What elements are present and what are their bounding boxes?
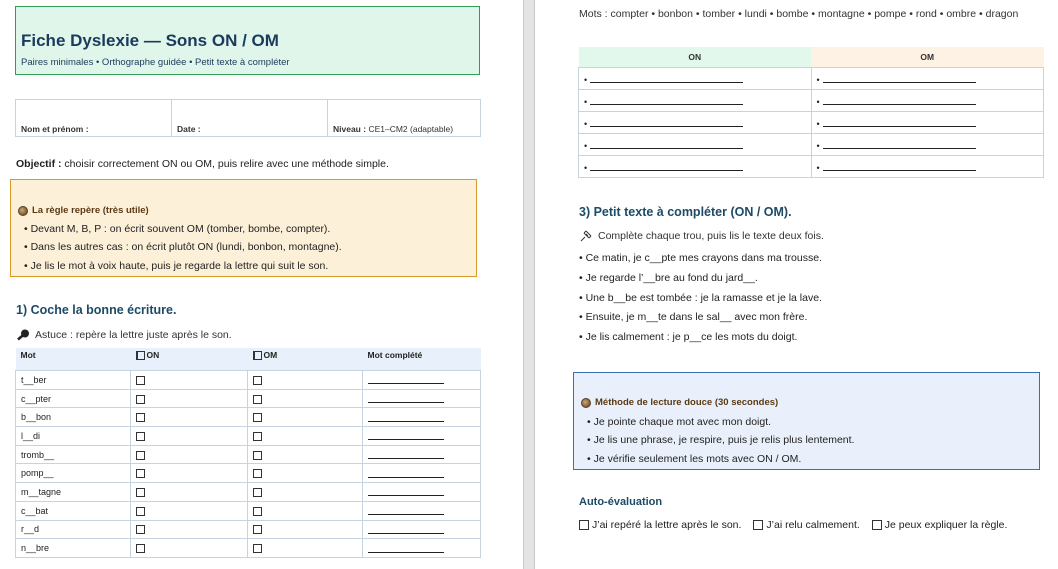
date-field[interactable]: Date : — [172, 100, 328, 137]
on-blank[interactable]: • — [579, 134, 812, 156]
om-checkbox[interactable] — [253, 376, 262, 385]
word-list: Mots : compter • bonbon • tomber • lundi • bombe • montagne • pompe • rond • ombre • dragon — [579, 8, 1019, 20]
table-row — [16, 539, 481, 558]
self-eval-item[interactable]: J’ai relu calmement. — [753, 519, 859, 531]
coin-icon — [18, 206, 28, 216]
magnifier-icon — [17, 329, 30, 341]
on-blank[interactable]: • — [579, 90, 812, 112]
col-om: OM — [248, 348, 363, 371]
answer-blank[interactable] — [368, 542, 444, 553]
section-3-tip: Complète chaque trou, puis lis le texte deux fois. — [580, 230, 824, 242]
on-blank[interactable]: • — [579, 68, 812, 90]
word-cell: pomp__ — [16, 464, 131, 483]
table-row — [579, 134, 1044, 156]
section-1-tip: Astuce : repère la lettre juste après le son. — [17, 329, 232, 341]
method-box — [573, 372, 1040, 470]
on-checkbox[interactable] — [136, 395, 145, 404]
name-field[interactable]: Nom et prénom : — [16, 100, 172, 137]
answer-blank[interactable] — [368, 485, 444, 496]
table-row — [16, 389, 481, 408]
method-item: • Je vérifie seulement les mots avec ON / OM. — [587, 453, 802, 465]
page-2 — [535, 0, 1058, 569]
on-checkbox[interactable] — [136, 507, 145, 516]
rule-box-title: La règle repère (très utile) — [18, 205, 149, 216]
self-eval-item[interactable]: Je peux expliquer la règle. — [872, 519, 1008, 531]
table-row — [16, 464, 481, 483]
om-checkbox[interactable] — [253, 469, 262, 478]
on-blank[interactable]: • — [579, 156, 812, 178]
checkbox-icon[interactable] — [872, 520, 882, 530]
table-row — [16, 427, 481, 446]
word-cell: c__bat — [16, 501, 131, 520]
self-eval-item[interactable]: J’ai repéré la lettre après le son. — [579, 519, 741, 531]
fill-sentence: • Ensuite, je m__te dans le sal__ avec mon frère. — [579, 311, 808, 323]
answer-blank[interactable] — [368, 467, 444, 478]
om-blank[interactable]: • — [811, 68, 1044, 90]
table-row — [16, 483, 481, 502]
table-row — [579, 156, 1044, 178]
on-checkbox[interactable] — [136, 469, 145, 478]
word-cell: t__ber — [16, 371, 131, 390]
page-gutter — [523, 0, 535, 569]
fill-sentence: • Je lis calmement : je p__ce les mots du doigt. — [579, 331, 798, 343]
section-1-title: 1) Coche la bonne écriture. — [16, 303, 177, 317]
answer-blank[interactable] — [368, 392, 444, 403]
method-item: • Je pointe chaque mot avec mon doigt. — [587, 416, 772, 428]
level-value: CE1–CM2 (adaptable) — [368, 124, 454, 134]
col-mot: Mot — [16, 348, 131, 371]
om-checkbox[interactable] — [253, 395, 262, 404]
checkbox-icon — [253, 351, 262, 360]
answer-blank[interactable] — [368, 373, 444, 384]
table-row — [16, 371, 481, 390]
answer-blank[interactable] — [368, 448, 444, 459]
answer-blank[interactable] — [368, 523, 444, 534]
self-eval-title: Auto-évaluation — [579, 496, 663, 508]
answer-blank[interactable] — [368, 411, 444, 422]
table-row — [16, 501, 481, 520]
header-card — [15, 6, 480, 75]
om-checkbox[interactable] — [253, 432, 262, 441]
word-cell: tromb__ — [16, 445, 131, 464]
coin-icon — [581, 398, 591, 408]
col-on: ON — [579, 47, 812, 68]
on-checkbox[interactable] — [136, 488, 145, 497]
om-checkbox[interactable] — [253, 544, 262, 553]
word-cell: l__di — [16, 427, 131, 446]
check-table — [15, 348, 481, 558]
on-checkbox[interactable] — [136, 544, 145, 553]
rule-item: • Je lis le mot à voix haute, puis je regarde la lettre qui suit le son. — [24, 260, 329, 272]
checkbox-icon[interactable] — [579, 520, 589, 530]
om-checkbox[interactable] — [253, 488, 262, 497]
om-blank[interactable]: • — [811, 90, 1044, 112]
on-blank[interactable]: • — [579, 112, 812, 134]
om-checkbox[interactable] — [253, 507, 262, 516]
checkbox-icon[interactable] — [753, 520, 763, 530]
on-checkbox[interactable] — [136, 451, 145, 460]
fill-sentence: • Une b__be est tombée : je la ramasse et je la lave. — [579, 292, 822, 304]
on-checkbox[interactable] — [136, 376, 145, 385]
word-cell: b__bon — [16, 408, 131, 427]
checkbox-icon — [136, 351, 145, 360]
table-row — [579, 112, 1044, 134]
level-field: Niveau : CE1–CM2 (adaptable) — [328, 100, 481, 137]
pushpin-icon — [580, 230, 593, 242]
table-row — [579, 68, 1044, 90]
col-completed: Mot complété — [363, 348, 481, 371]
word-cell: r__d — [16, 520, 131, 539]
self-eval-list — [579, 519, 1007, 531]
table-row — [16, 445, 481, 464]
page-subtitle: Paires minimales • Orthographe guidée • Petit texte à compléter — [21, 57, 290, 68]
om-checkbox[interactable] — [253, 525, 262, 534]
col-on: ON — [131, 348, 248, 371]
om-checkbox[interactable] — [253, 413, 262, 422]
fill-sentence: • Ce matin, je c__pte mes crayons dans ma trousse. — [579, 252, 822, 264]
on-checkbox[interactable] — [136, 432, 145, 441]
rule-item: • Dans les autres cas : on écrit plutôt ON (lundi, bonbon, montagne). — [24, 241, 342, 253]
sort-table — [578, 47, 1044, 178]
method-box-title: Méthode de lecture douce (30 secondes) — [581, 397, 778, 408]
word-cell: m__tagne — [16, 483, 131, 502]
table-row — [16, 520, 481, 539]
page-1 — [0, 0, 523, 569]
rule-box — [10, 179, 477, 277]
on-checkbox[interactable] — [136, 525, 145, 534]
on-checkbox[interactable] — [136, 413, 145, 422]
table-row — [16, 408, 481, 427]
om-checkbox[interactable] — [253, 451, 262, 460]
rule-item: • Devant M, B, P : on écrit souvent OM (tomber, bombe, compter). — [24, 223, 331, 235]
objective: Objectif : choisir correctement ON ou OM, puis relire avec une méthode simple. — [16, 158, 389, 170]
table-row — [579, 90, 1044, 112]
answer-blank[interactable] — [368, 504, 444, 515]
answer-blank[interactable] — [368, 429, 444, 440]
om-blank[interactable]: • — [811, 112, 1044, 134]
word-cell: n__bre — [16, 539, 131, 558]
om-blank[interactable]: • — [811, 156, 1044, 178]
word-cell: c__pter — [16, 389, 131, 408]
student-info-table — [15, 99, 481, 137]
section-3-title: 3) Petit texte à compléter (ON / OM). — [579, 205, 792, 219]
col-om: OM — [811, 47, 1044, 68]
method-item: • Je lis une phrase, je respire, puis je relis plus lentement. — [587, 434, 855, 446]
om-blank[interactable]: • — [811, 134, 1044, 156]
page-title: Fiche Dyslexie — Sons ON / OM — [21, 31, 279, 50]
fill-sentence: • Je regarde l’__bre au fond du jard__. — [579, 272, 758, 284]
